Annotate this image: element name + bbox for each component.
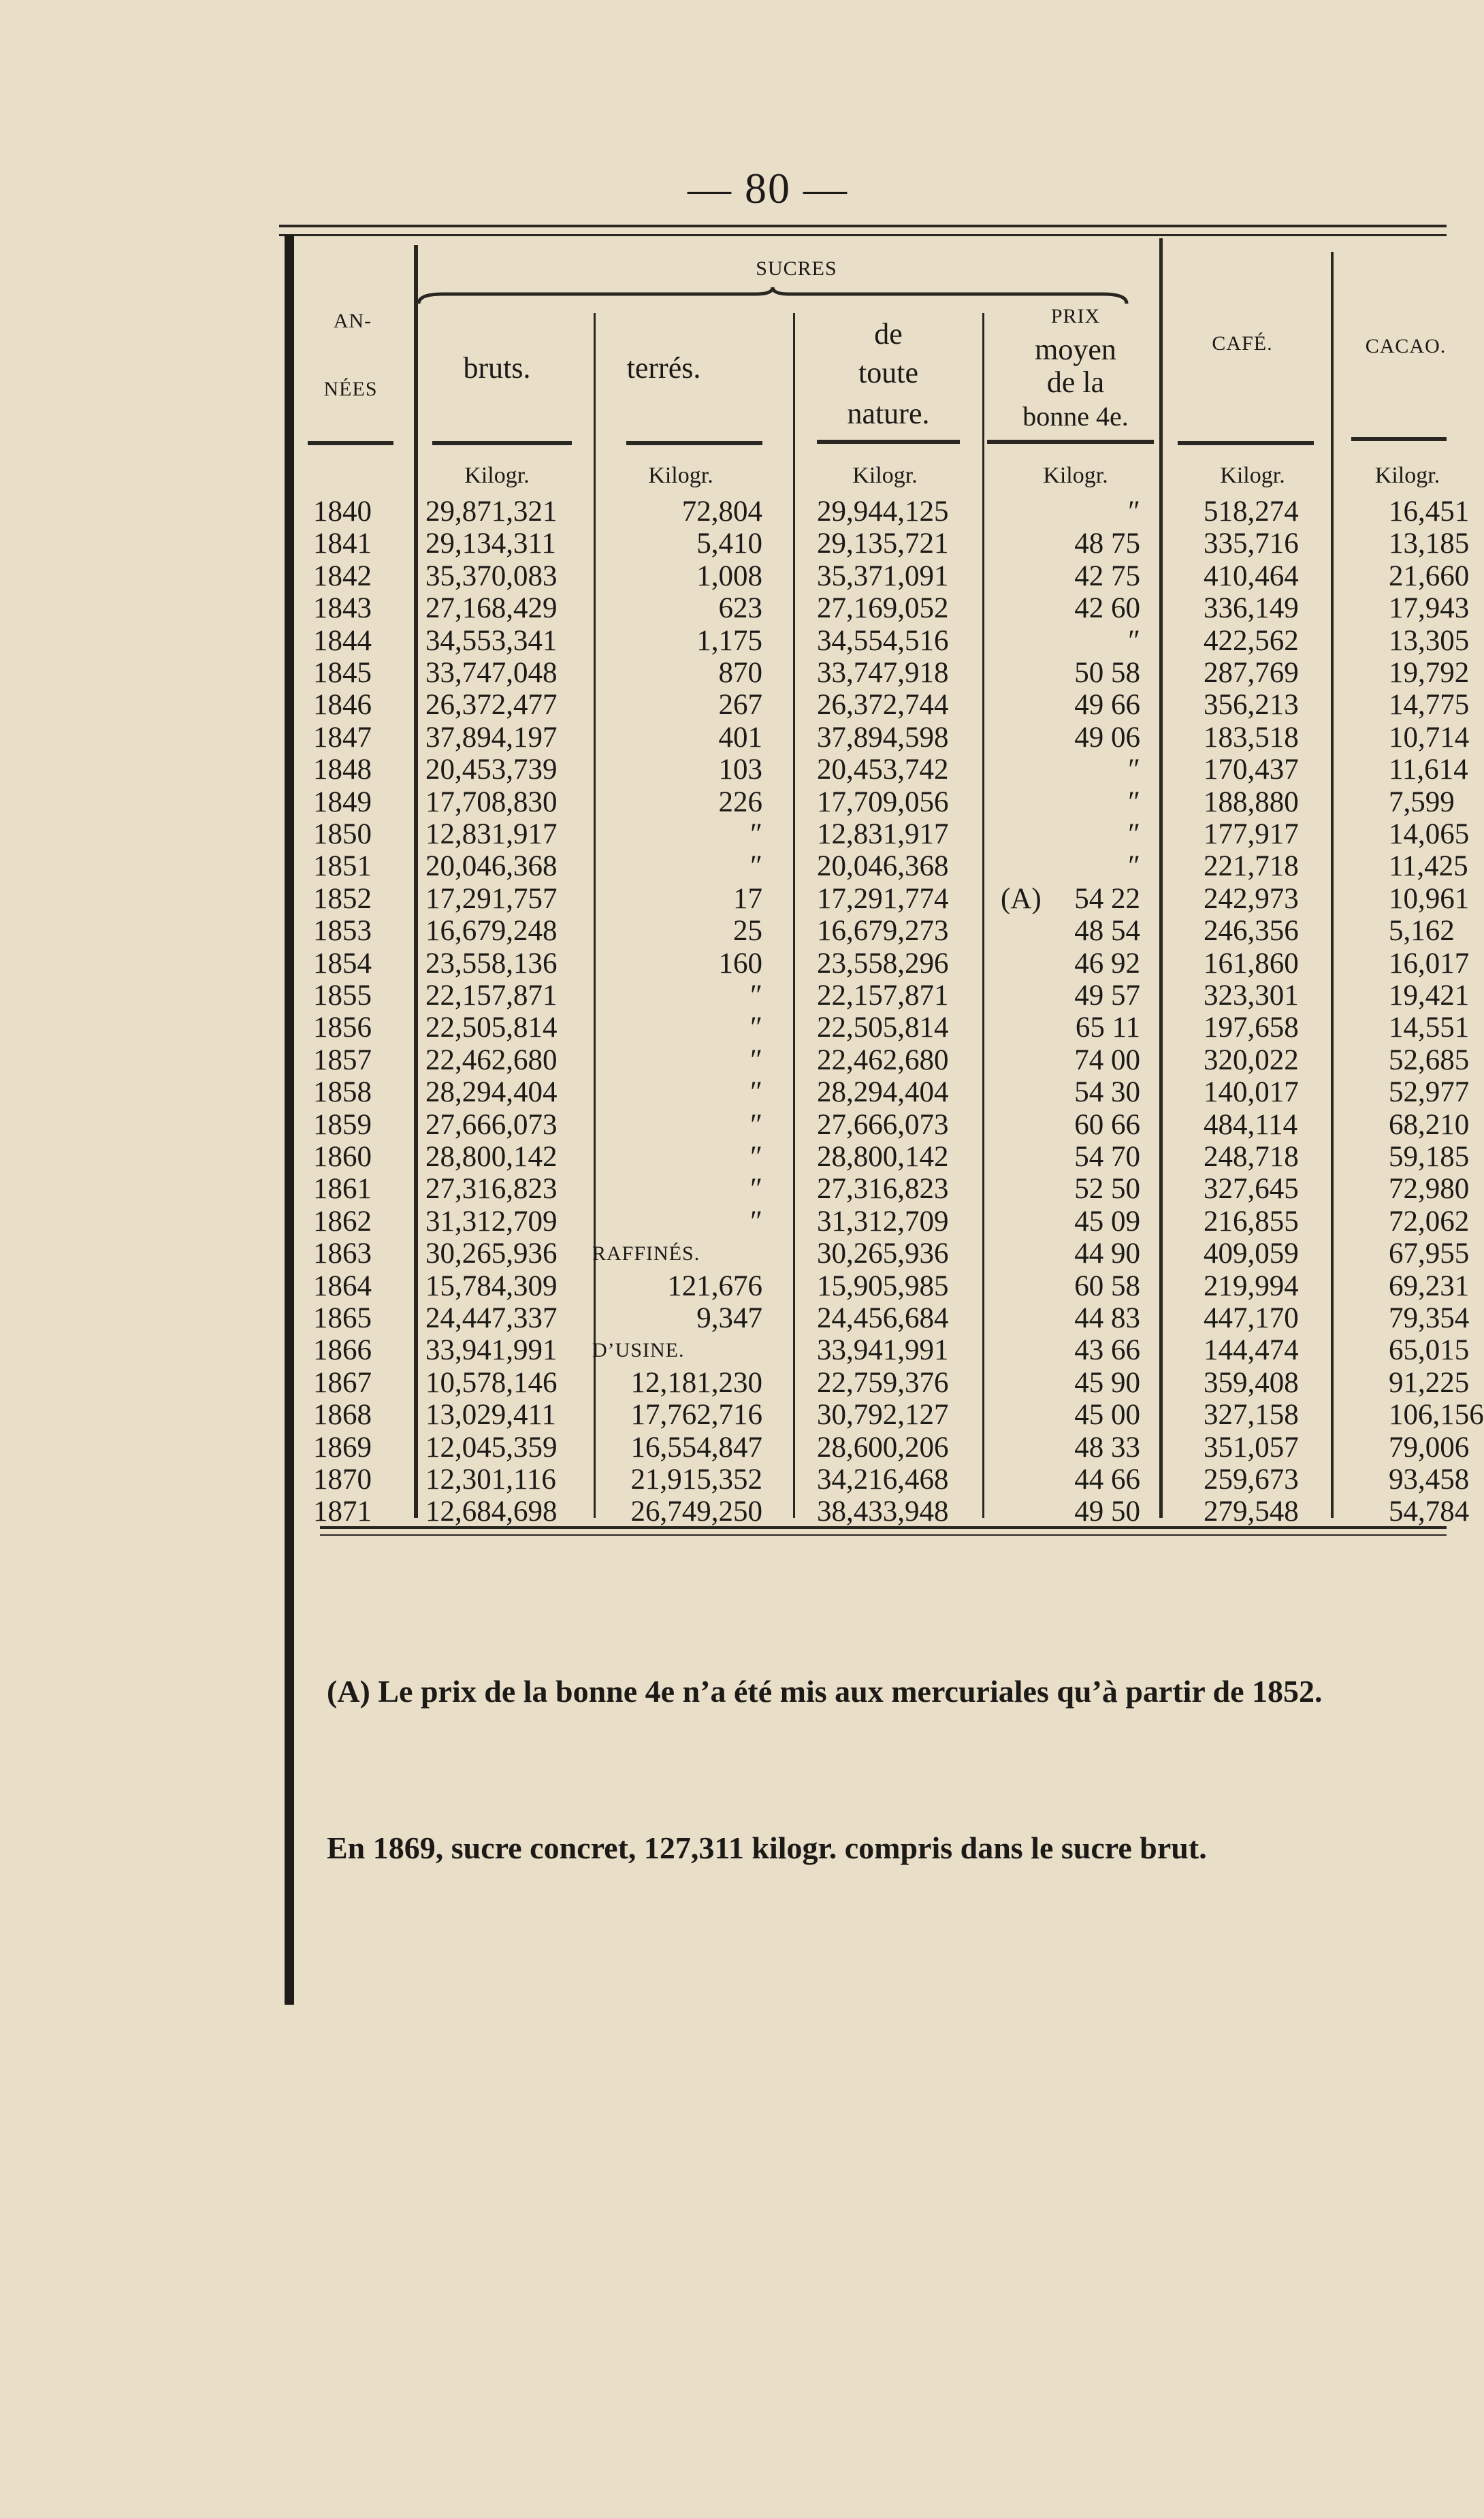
cafe-cell: 359,408 (1204, 1367, 1299, 1399)
prix-cell: 49 57 (1074, 980, 1140, 1012)
cacao-cell: 52,685 (1389, 1044, 1470, 1076)
header-toute-de: de (874, 317, 903, 351)
terres-cell: 9,347 (696, 1302, 762, 1334)
bruts-cell: 12,045,359 (425, 1432, 558, 1464)
year-cell: 1851 (313, 850, 372, 882)
bruts-cell: 17,291,757 (425, 883, 558, 915)
cacao-cell: 16,451 (1389, 496, 1470, 528)
terres-cell: 26,749,250 (630, 1496, 762, 1528)
terres-cell: 226 (718, 786, 762, 818)
prix-note-marker: (A) (1001, 883, 1042, 915)
bruts-cell: 22,505,814 (425, 1012, 558, 1044)
cafe-cell: 327,645 (1204, 1173, 1299, 1205)
bruts-cell: 12,684,698 (425, 1496, 558, 1528)
cafe-cell: 356,213 (1204, 689, 1299, 721)
prix-cell: 60 66 (1074, 1109, 1140, 1141)
cacao-cell: 19,421 (1389, 980, 1470, 1012)
bruts-cell: 22,157,871 (425, 980, 558, 1012)
cafe-cell: 170,437 (1204, 754, 1299, 786)
unit-terres: Kilogr. (648, 463, 713, 488)
table-row (0, 1464, 1470, 1496)
terres-cell: 72,804 (681, 496, 762, 528)
cacao-cell: 69,231 (1389, 1270, 1470, 1302)
toute-nature-cell: 28,800,142 (817, 1141, 949, 1173)
terres-cell: 12,181,230 (630, 1367, 762, 1399)
table-row (0, 1206, 1470, 1238)
terres-cell: ″ (750, 1044, 762, 1076)
cacao-cell: 106,156 (1389, 1399, 1484, 1431)
prix-cell: 48 75 (1074, 528, 1140, 560)
year-cell: 1867 (313, 1367, 372, 1399)
table-row (0, 1302, 1470, 1334)
header-bruts: bruts. (463, 351, 531, 385)
table-row (0, 592, 1470, 624)
cafe-cell: 140,017 (1204, 1076, 1299, 1108)
table-row (0, 1399, 1484, 1431)
cacao-cell: 17,943 (1389, 592, 1470, 624)
terres-cell: 103 (718, 754, 762, 786)
cacao-cell: 52,977 (1389, 1076, 1470, 1108)
prix-cell: 60 58 (1074, 1270, 1140, 1302)
header-prix-1: PRIX (1050, 305, 1101, 327)
cafe-cell: 183,518 (1204, 722, 1299, 754)
prix-cell: 43 66 (1074, 1334, 1140, 1366)
top-rule (279, 225, 1447, 236)
cacao-cell: 14,551 (1389, 1012, 1470, 1044)
cacao-cell: 59,185 (1389, 1141, 1470, 1173)
year-cell: 1865 (313, 1302, 372, 1334)
toute-nature-cell: 33,747,918 (817, 657, 949, 689)
bruts-cell: 30,265,936 (425, 1238, 558, 1270)
table-row (0, 689, 1470, 721)
terres-cell: 267 (718, 689, 762, 721)
header-annees-top: AN- (333, 310, 372, 332)
terres-cell: 160 (718, 948, 762, 980)
prix-cell: 49 06 (1074, 722, 1140, 754)
year-cell: 1866 (313, 1334, 372, 1366)
bruts-cell: 23,558,136 (425, 948, 558, 980)
toute-nature-cell: 28,600,206 (817, 1432, 949, 1464)
sucres-brace (415, 286, 1130, 306)
year-cell: 1861 (313, 1173, 372, 1205)
cafe-cell: 259,673 (1204, 1464, 1299, 1496)
header-underline (987, 440, 1154, 444)
prix-cell: 42 75 (1074, 560, 1140, 592)
prix-cell: 74 00 (1074, 1044, 1140, 1076)
bruts-cell: 27,168,429 (425, 592, 558, 624)
prix-cell: ″ (1128, 625, 1140, 657)
remark: En 1869, sucre concret, 127,311 kilogr. compris dans le sucre brut. (327, 1830, 1207, 1865)
prix-cell: ″ (1128, 786, 1140, 818)
header-terres: terrés. (626, 351, 701, 385)
bruts-cell: 26,372,477 (425, 689, 558, 721)
cacao-cell: 68,210 (1389, 1109, 1470, 1141)
toute-nature-cell: 34,216,468 (817, 1464, 949, 1496)
cafe-cell: 327,158 (1204, 1399, 1299, 1431)
terres-cell: ″ (750, 1173, 762, 1205)
prix-cell: 54 70 (1074, 1141, 1140, 1173)
terres-cell: 17 (733, 883, 762, 915)
cafe-cell: 410,464 (1204, 560, 1299, 592)
prix-cell: 45 09 (1074, 1206, 1140, 1238)
cacao-cell: 72,062 (1389, 1206, 1470, 1238)
cacao-cell: 11,614 (1389, 754, 1468, 786)
header-underline (432, 441, 572, 445)
year-cell: 1853 (313, 915, 372, 947)
table-row (0, 625, 1470, 657)
toute-nature-cell: 27,316,823 (817, 1173, 949, 1205)
cacao-cell: 7,599 (1389, 786, 1455, 818)
header-group-sucres: SUCRES (756, 257, 837, 280)
prix-cell: 42 60 (1074, 592, 1140, 624)
cacao-cell: 79,354 (1389, 1302, 1470, 1334)
prix-cell: 54 22 (1074, 883, 1140, 915)
terres-cell: 1,008 (696, 560, 762, 592)
prix-cell: 48 54 (1074, 915, 1140, 947)
prix-cell: 48 33 (1074, 1432, 1140, 1464)
table-row (0, 850, 1468, 882)
bruts-cell: 27,666,073 (425, 1109, 558, 1141)
bruts-cell: 13,029,411 (425, 1399, 556, 1431)
year-cell: 1864 (313, 1270, 372, 1302)
bruts-cell: 34,553,341 (425, 625, 558, 657)
terres-cell: 25 (733, 915, 762, 947)
bruts-cell: 27,316,823 (425, 1173, 558, 1205)
terres-cell: 16,554,847 (630, 1432, 762, 1464)
table-row (0, 915, 1455, 947)
bruts-cell: 20,046,368 (425, 850, 558, 882)
year-cell: 1855 (313, 980, 372, 1012)
toute-nature-cell: 15,905,985 (817, 1270, 949, 1302)
terres-cell: 5,410 (696, 528, 762, 560)
terres-cell: ″ (750, 818, 762, 850)
year-cell: 1871 (313, 1496, 372, 1528)
cafe-cell: 422,562 (1204, 625, 1299, 657)
year-cell: 1854 (313, 948, 372, 980)
table-row (0, 1367, 1470, 1399)
toute-nature-cell: 17,291,774 (817, 883, 949, 915)
header-underline (308, 441, 393, 445)
cacao-cell: 10,714 (1389, 722, 1470, 754)
bruts-cell: 29,871,321 (425, 496, 558, 528)
table-row (0, 1141, 1470, 1173)
bruts-cell: 29,134,311 (425, 528, 556, 560)
year-cell: 1844 (313, 625, 372, 657)
header-annees-bottom: NÉES (323, 378, 378, 400)
header-toute-nature: nature. (847, 397, 930, 430)
year-cell: 1857 (313, 1044, 372, 1076)
cafe-cell: 197,658 (1204, 1012, 1299, 1044)
toute-nature-cell: 38,433,948 (817, 1496, 949, 1528)
toute-nature-cell: 30,265,936 (817, 1238, 949, 1270)
year-cell: 1845 (313, 657, 372, 689)
bruts-cell: 10,578,146 (425, 1367, 558, 1399)
bottom-rule (320, 1526, 1447, 1536)
table-row (0, 1173, 1470, 1205)
unit-prix: Kilogr. (1043, 463, 1108, 488)
table-row (0, 786, 1455, 818)
cafe-cell: 246,356 (1204, 915, 1299, 947)
cafe-cell: 351,057 (1204, 1432, 1299, 1464)
toute-nature-cell: 24,456,684 (817, 1302, 949, 1334)
cacao-cell: 13,185 (1389, 528, 1470, 560)
table-row (0, 1334, 1470, 1366)
cafe-cell: 279,548 (1204, 1496, 1299, 1528)
cacao-cell: 93,458 (1389, 1464, 1470, 1496)
cafe-cell: 177,917 (1204, 818, 1299, 850)
toute-nature-cell: 33,941,991 (817, 1334, 949, 1366)
toute-nature-cell: 17,709,056 (817, 786, 949, 818)
table-row (0, 818, 1470, 850)
table-row (0, 948, 1470, 980)
terres-cell: 21,915,352 (630, 1464, 762, 1496)
prix-cell: 49 50 (1074, 1496, 1140, 1528)
header-prix-4: bonne 4e. (1022, 401, 1129, 432)
terres-cell: ″ (750, 1109, 762, 1141)
table-row (0, 1044, 1470, 1076)
table-row (0, 754, 1468, 786)
toute-nature-cell: 28,294,404 (817, 1076, 949, 1108)
year-cell: 1846 (313, 689, 372, 721)
year-cell: 1870 (313, 1464, 372, 1496)
bruts-cell: 37,894,197 (425, 722, 558, 754)
year-cell: 1862 (313, 1206, 372, 1238)
cafe-cell: 242,973 (1204, 883, 1299, 915)
prix-cell: 46 92 (1074, 948, 1140, 980)
year-cell: 1860 (313, 1141, 372, 1173)
cacao-cell: 79,006 (1389, 1432, 1470, 1464)
cafe-cell: 447,170 (1204, 1302, 1299, 1334)
terres-cell: ″ (750, 1206, 762, 1238)
table-row (0, 1109, 1470, 1141)
footnote: (A) Le prix de la bonne 4e n’a été mis aux mercuriales qu’à partir de 1852. (327, 1674, 1323, 1709)
toute-nature-cell: 22,157,871 (817, 980, 949, 1012)
year-cell: 1852 (313, 883, 372, 915)
cafe-cell: 219,994 (1204, 1270, 1299, 1302)
terres-cell: 401 (718, 722, 762, 754)
terres-cell: ″ (750, 850, 762, 882)
cafe-cell: 518,274 (1204, 496, 1299, 528)
bruts-cell: 20,453,739 (425, 754, 558, 786)
cacao-cell: 5,162 (1389, 915, 1455, 947)
header-prix-3: de la (1046, 366, 1105, 399)
toute-nature-cell: 27,666,073 (817, 1109, 949, 1141)
bruts-cell: 24,447,337 (425, 1302, 558, 1334)
unit-cafe: Kilogr. (1220, 463, 1285, 488)
header-toute-toute: toute (858, 356, 918, 389)
cacao-cell: 14,065 (1389, 818, 1470, 850)
header-underline (626, 441, 762, 445)
cacao-cell: 54,784 (1389, 1496, 1470, 1528)
header-underline (817, 440, 960, 444)
prix-cell: 65 11 (1075, 1012, 1140, 1044)
year-cell: 1849 (313, 786, 372, 818)
year-cell: 1868 (313, 1399, 372, 1431)
bruts-cell: 17,708,830 (425, 786, 558, 818)
cafe-cell: 188,880 (1204, 786, 1299, 818)
unit-bruts: Kilogr. (464, 463, 530, 488)
table-row (0, 1076, 1470, 1108)
header-cafe: CAFÉ. (1212, 332, 1273, 355)
terres-cell: 623 (718, 592, 762, 624)
prix-cell: 44 83 (1074, 1302, 1140, 1334)
cafe-cell: 336,149 (1204, 592, 1299, 624)
header-underline (1351, 437, 1447, 441)
toute-nature-cell: 12,831,917 (817, 818, 949, 850)
table-row (0, 560, 1470, 592)
table-row (0, 883, 1470, 915)
unit-cacao: Kilogr. (1374, 463, 1440, 488)
toute-nature-cell: 35,371,091 (817, 560, 949, 592)
terres-cell: 17,762,716 (630, 1399, 762, 1431)
year-cell: 1848 (313, 754, 372, 786)
cacao-cell: 13,305 (1389, 625, 1470, 657)
bruts-cell: 28,294,404 (425, 1076, 558, 1108)
prix-cell: ″ (1128, 818, 1140, 850)
year-cell: 1840 (313, 496, 372, 528)
year-cell: 1863 (313, 1238, 372, 1270)
terres-section-label: D’USINE. (592, 1339, 685, 1361)
bruts-cell: 12,831,917 (425, 818, 558, 850)
cacao-cell: 21,660 (1389, 560, 1470, 592)
table-row (0, 722, 1470, 754)
prix-cell: ″ (1128, 496, 1140, 528)
cacao-cell: 91,225 (1389, 1367, 1470, 1399)
cafe-cell: 320,022 (1204, 1044, 1299, 1076)
cacao-cell: 10,961 (1389, 883, 1470, 915)
terres-section-label: RAFFINÉS. (592, 1242, 700, 1265)
cacao-cell: 16,017 (1389, 948, 1470, 980)
bruts-cell: 22,462,680 (425, 1044, 558, 1076)
table-row (0, 1432, 1470, 1464)
toute-nature-cell: 29,944,125 (817, 496, 949, 528)
prix-cell: 44 66 (1074, 1464, 1140, 1496)
year-cell: 1843 (313, 592, 372, 624)
page-number: — 80 — (688, 164, 848, 212)
terres-cell: ″ (750, 980, 762, 1012)
year-cell: 1842 (313, 560, 372, 592)
toute-nature-cell: 34,554,516 (817, 625, 949, 657)
cacao-cell: 19,792 (1389, 657, 1470, 689)
header-prix-2: moyen (1035, 333, 1116, 366)
terres-cell: 1,175 (696, 625, 762, 657)
cafe-cell: 216,855 (1204, 1206, 1299, 1238)
toute-nature-cell: 29,135,721 (817, 528, 949, 560)
toute-nature-cell: 20,046,368 (817, 850, 949, 882)
header-underline (1178, 441, 1314, 445)
terres-cell: 121,676 (667, 1270, 762, 1302)
prix-cell: 45 00 (1074, 1399, 1140, 1431)
cafe-cell: 323,301 (1204, 980, 1299, 1012)
cafe-cell: 287,769 (1204, 657, 1299, 689)
toute-nature-cell: 22,759,376 (817, 1367, 949, 1399)
year-cell: 1859 (313, 1109, 372, 1141)
cafe-cell: 144,474 (1204, 1334, 1299, 1366)
bruts-cell: 15,784,309 (425, 1270, 558, 1302)
prix-cell: ″ (1128, 754, 1140, 786)
toute-nature-cell: 30,792,127 (817, 1399, 949, 1431)
cacao-cell: 72,980 (1389, 1173, 1470, 1205)
table-row (0, 496, 1470, 528)
table-row (0, 1496, 1470, 1528)
prix-cell: 54 30 (1074, 1076, 1140, 1108)
bruts-cell: 33,747,048 (425, 657, 558, 689)
terres-cell: ″ (750, 1012, 762, 1044)
toute-nature-cell: 23,558,296 (817, 948, 949, 980)
toute-nature-cell: 31,312,709 (817, 1206, 949, 1238)
year-cell: 1858 (313, 1076, 372, 1108)
terres-cell: ″ (750, 1076, 762, 1108)
year-cell: 1847 (313, 722, 372, 754)
prix-cell: 44 90 (1074, 1238, 1140, 1270)
terres-cell: 870 (718, 657, 762, 689)
prix-cell: 50 58 (1074, 657, 1140, 689)
prix-cell: 52 50 (1074, 1173, 1140, 1205)
prix-cell: ″ (1128, 850, 1140, 882)
table-row (0, 1270, 1470, 1302)
toute-nature-cell: 27,169,052 (817, 592, 949, 624)
year-cell: 1850 (313, 818, 372, 850)
bruts-cell: 16,679,248 (425, 915, 558, 947)
year-cell: 1856 (313, 1012, 372, 1044)
bruts-cell: 35,370,083 (425, 560, 558, 592)
cacao-cell: 67,955 (1389, 1238, 1470, 1270)
cacao-cell: 65,015 (1389, 1334, 1470, 1366)
toute-nature-cell: 26,372,744 (817, 689, 949, 721)
unit-toute: Kilogr. (852, 463, 918, 488)
prix-cell: 45 90 (1074, 1367, 1140, 1399)
bruts-cell: 31,312,709 (425, 1206, 558, 1238)
cafe-cell: 484,114 (1204, 1109, 1298, 1141)
cafe-cell: 248,718 (1204, 1141, 1299, 1173)
terres-cell: ″ (750, 1141, 762, 1173)
toute-nature-cell: 20,453,742 (817, 754, 949, 786)
header-cacao: CACAO. (1365, 335, 1447, 357)
cacao-cell: 14,775 (1389, 689, 1470, 721)
bruts-cell: 12,301,116 (425, 1464, 556, 1496)
table-row (0, 1238, 1470, 1270)
year-cell: 1869 (313, 1432, 372, 1464)
table-row (0, 657, 1470, 689)
cafe-cell: 335,716 (1204, 528, 1299, 560)
cafe-cell: 221,718 (1204, 850, 1299, 882)
bruts-cell: 28,800,142 (425, 1141, 558, 1173)
year-cell: 1841 (313, 528, 372, 560)
bruts-cell: 33,941,991 (425, 1334, 558, 1366)
table-row (0, 528, 1470, 560)
prix-cell: 49 66 (1074, 689, 1140, 721)
toute-nature-cell: 37,894,598 (817, 722, 949, 754)
cafe-cell: 161,860 (1204, 948, 1299, 980)
toute-nature-cell: 22,505,814 (817, 1012, 949, 1044)
toute-nature-cell: 16,679,273 (817, 915, 949, 947)
cafe-cell: 409,059 (1204, 1238, 1299, 1270)
table-row (0, 980, 1470, 1012)
table-row (0, 1012, 1470, 1044)
toute-nature-cell: 22,462,680 (817, 1044, 949, 1076)
cacao-cell: 11,425 (1389, 850, 1468, 882)
